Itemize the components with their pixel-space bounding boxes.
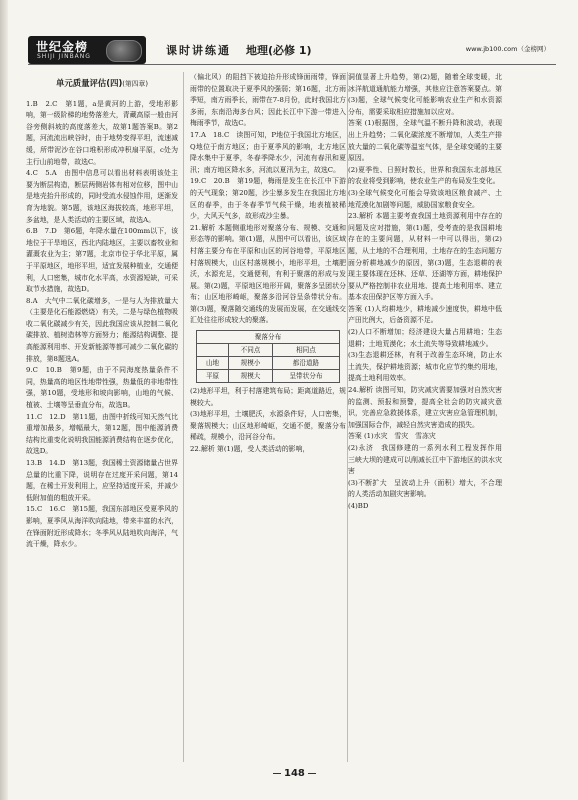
answer-paragraph: 13.B 14.D 第13题，我国稀土资源储量占世界总量的比重下降，说明存在过度开采问题，第14题，在稀土开发利用上，应坚持适度开采，并减少低附加值的粗放开采。 bbox=[26, 459, 178, 502]
unit-subtitle: (第四章) bbox=[122, 80, 148, 88]
table-cell: 呈带状分布 bbox=[272, 370, 339, 383]
answer-paragraph: 15.C 16.C 第15题，我国东部地区受夏季风的影响，夏季风从海洋吹向陆地，带来丰富的水汽，在锋面附近形成降水；冬季风从陆地吹向海洋，气流干燥，降水少。 bbox=[26, 505, 178, 549]
table-cell: 相同点 bbox=[272, 344, 339, 357]
table-cell: 规模小 bbox=[229, 357, 273, 370]
answer-paragraph: (3)地形平坦，土壤肥沃，水源条件好，人口密集，聚落规模大；山区地形崎岖，交通不便，聚落分布稀疏，规模小，沿河谷分布。 bbox=[190, 410, 346, 442]
answer-paragraph: (3)不断扩大 呈波动上升（面积）增大，不合理的人类活动加剧灾害影响。 bbox=[348, 478, 502, 499]
answer-paragraph: （偏北风）的阻挡下被迫抬升形成锋面雨带，锋面雨带的位置取决于夏季风的强弱；第16题，北方雨季短，南方雨季长，雨带在7-8月份，此时我国北方多雨，东南沿海多台风；因此长江中下游一带进入梅雨季节，故选C。 bbox=[190, 73, 346, 128]
answer-paragraph: 洞值显著上升趋势，第(2)题，随着全球变暖，北冰洋航道通航能力增强，其他应注意答案要点。第(3)题，全球气候变化可能影响农业生产和水资源分布，需要采取相应措施加以应对。 bbox=[348, 73, 502, 116]
table-cell bbox=[197, 344, 229, 357]
table-cell: 规模大 bbox=[229, 370, 273, 383]
answer-paragraph: 9.C 10.B 第9题，由于不同海度热量条件不同，热量高的地区性地带性强，热量低的非地带性强，第10题，受地形和坡向影响，山地的气候、植被、土壤等呈垂直分布，故选B。 bbox=[26, 366, 178, 410]
answer-paragraph: (2)人口不断增加；经济建设大量占用耕地；生态退耕；土地荒漠化；水土流失等导致耕地减少。 bbox=[348, 328, 502, 348]
brand-logo bbox=[28, 36, 146, 64]
answer-paragraph: 答案 (1)水灾 雪灾 雪冻灾 bbox=[348, 432, 436, 441]
website-link: www.jb100.com（金榜网） bbox=[465, 45, 550, 53]
table-row bbox=[197, 344, 340, 357]
answer-paragraph: (2)夏季性、日照时数长，世界和我国东北部地区的农业将受到影响，使农业生产的布局发生变化。 bbox=[348, 165, 502, 186]
table-cell: 平原 bbox=[197, 370, 229, 383]
table-cell: 山地 bbox=[197, 357, 229, 370]
answer-paragraph: 23.解析 本题主要考查我国土地资源利用中存在的问题及应对措施，第(1)题，受考查的是我国耕地存在的主要问题，从材料一中可以得出，第(2)题，从土地的不合理利用，土地存在的生态问题方面分析耕地减少的原因，第(3)题，生态退耕的表现主要体现在还林、还草、还湖等方面，耕地保护要从严格控制非农业用地、提高土地利用率、建立基本农田保护区等方面入手。 bbox=[348, 212, 502, 302]
answer-paragraph: 21.解析 本题侧重地形对聚落分布、规模、交通和形态等的影响。第(1)题，从图中可以看出，该区域村落主要分布在平原和山区的河谷地带，平原地区村落规模大，山区村落规模小，地形平坦，土壤肥沃，水源充足，交通便利，有利于聚落的形成与发展。第(2)题，平原地区地形开阔，聚落多呈团状分布；山区地形崎岖，聚落多沿河谷呈条带状分布。第(3)题，聚落随交通线的发展而发展，在交通线交汇处往往形成较大的聚落。 bbox=[190, 223, 346, 325]
table-row bbox=[197, 370, 340, 383]
column-divider bbox=[183, 72, 184, 762]
answer-paragraph: (3)全球气候变化可能会导致该地区粮食减产、土地荒漠化加剧等问题，威胁国家粮食安全。 bbox=[348, 188, 502, 209]
logo-subtext: SHIJI JINBANG bbox=[37, 53, 91, 60]
answer-paragraph: 22.解析 第(1)题，受人类活动的影响， bbox=[190, 445, 310, 454]
page-header bbox=[28, 36, 558, 60]
settlement-table bbox=[196, 330, 340, 383]
unit-title-text: 单元质量评估(四) bbox=[56, 78, 123, 88]
page-edge bbox=[0, 0, 8, 800]
table-cell: 都沿道路 bbox=[272, 357, 339, 370]
answer-paragraph: 8.A 大气中二氧化碳增多，一是与人为排放量大（主要是化石能源燃烧）有关，二是与绿色植物吸收二氧化碳减少有关，因此我国应该从控制二氧化碳排放、植树造林等方面努力；能源结构调整、提高能源利用率、开发新能源等都可减少二氧化碳的排放，第8题选A。 bbox=[26, 296, 178, 363]
answer-paragraph: 4.C 5.A 由图中信息可以看出材料表明该处主要为断层构造，断层两侧岩体有相对位移，图中山是地壳抬升形成的，同时受流水侵蚀作用，逐渐发育为地貌。第5题，该地区海拔较高，地形平坦，多盆地，是人类活动的主要区域，故选A。 bbox=[26, 169, 178, 224]
answer-column-1 bbox=[26, 72, 178, 551]
answer-column-2 bbox=[190, 72, 346, 456]
answer-paragraph: (2)永济 我国修建的一系列水利工程发挥作用 三峡大坝的建成可以削减长江中下游地区的洪水灾害 bbox=[348, 444, 509, 476]
answer-paragraph: 24.解析 读图可知，防灾减灾需要加强对自然灾害的监测、预报和预警，提高全社会的防灾减灾意识，完善应急救援体系，建立灾害应急管理机制，加强国际合作，减轻自然灾害造成的损失。 bbox=[348, 386, 502, 429]
answer-paragraph: 1.B 2.C 第1题，a是黄河的上游，受地形影响，第一级阶梯的地势落差大，青藏高原一般由河谷旁侧斜坡的高度落差大，故第1题答案B。第2题，河流流出峡谷时，由于地势变得平坦，流速减缓，所带泥沙在谷口堆积形成冲积扇平原，c处为主行山前地带，故选C。 bbox=[26, 99, 178, 166]
answer-paragraph: 6.B 7.D 第6题，年降水量在100mm以下，该地位于干旱地区，西北内陆地区，主要以畜牧业和灌溉农业为主；第7题，北京市位于华北平原，属于平原地区，地形平坦，适宜发展种植业，交通便利，人口密集，城市化水平高，水资源短缺，可采取节水措施，故选D。 bbox=[26, 227, 178, 294]
answer-paragraph: (4)BD bbox=[348, 501, 369, 510]
answer-paragraph: 19.C 20.B 第19题，梅雨是发生在长江中下游的天气现象；第20题，沙尘暴多发生在我国北方地区的春季，由于冬春季节气候干燥，地表植被稀少，大风天气多，故形成沙尘暴。 bbox=[190, 177, 346, 221]
answer-paragraph: 答案 (1)根据图，全球气温不断升降和波动，表现出上升趋势；二氧化碳浓度不断增加，人类生产排放大量的二氧化碳等温室气体，是全球变暖的主要原因。 bbox=[348, 119, 502, 163]
answer-paragraph: 17.A 18.C 读图可知，P地位于我国北方地区，Q地位于南方地区；由于夏季风的影响，北方地区降水集中于夏季，冬春季降水少，河流有春汛和夏汛；南方地区降水多，河流以夏汛为主，故选C。 bbox=[190, 130, 346, 174]
answer-column-3 bbox=[348, 72, 509, 513]
subject-title: 地理(必修 1) bbox=[246, 44, 312, 57]
table-caption: 聚落分布 bbox=[197, 331, 340, 344]
series-title: 课时讲练通 bbox=[166, 44, 231, 57]
logo-emblem-icon bbox=[106, 40, 142, 62]
table-cell: 不同点 bbox=[229, 344, 273, 357]
answer-paragraph: (2)地形平坦，利于村落建筑布局；距离道路近，规模较大。 bbox=[190, 387, 346, 407]
table-row bbox=[197, 357, 340, 370]
answer-paragraph: 11.C 12.D 第11题，由图中折线可知天然气比重增加最多，增幅最大，第12题，图中能源消费结构比重变化说明我国能源消费结构在逐步优化，故选D。 bbox=[26, 412, 178, 456]
header-divider bbox=[28, 64, 556, 65]
logo-text: 世纪金榜 bbox=[36, 40, 89, 54]
page-number: 148 bbox=[270, 768, 319, 779]
unit-title bbox=[26, 78, 178, 91]
answer-paragraph: (3)生态退耕还林，有利于改善生态环境，防止水土流失，保护耕地资源；城市化应节约集约用地，提高土地利用效率。 bbox=[348, 351, 502, 383]
answer-paragraph: 答案 (1)人均耕地少，耕地减少速度快，耕地中低产田比例大，后备资源不足。 bbox=[348, 304, 502, 325]
